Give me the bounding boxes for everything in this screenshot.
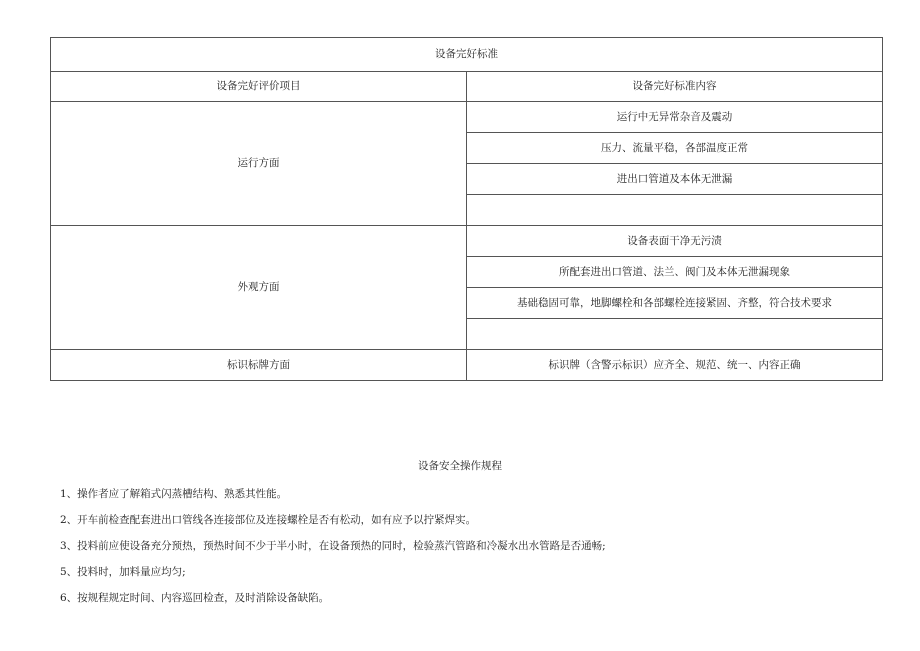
standard-cell: 运行中无异常杂音及震动 xyxy=(467,102,883,133)
category-signage: 标识标牌方面 xyxy=(51,350,467,381)
table-header-row xyxy=(51,72,883,102)
category-operation: 运行方面 xyxy=(51,102,467,226)
standard-cell-empty xyxy=(467,195,883,226)
standard-cell: 压力、流量平稳，各部温度正常 xyxy=(467,133,883,164)
standard-cell: 进出口管道及本体无泄漏 xyxy=(467,164,883,195)
procedure-title: 设备安全操作规程 xyxy=(418,460,502,472)
procedure-item: 1、操作者应了解箱式闪蒸槽结构、熟悉其性能。 xyxy=(60,488,288,500)
header-content: 设备完好标准内容 xyxy=(467,72,883,102)
standard-cell-empty xyxy=(467,319,883,350)
table-title-row xyxy=(51,38,883,72)
table-row xyxy=(51,226,883,257)
procedure-item: 5、投料时，加料量应均匀; xyxy=(60,566,186,578)
procedure-item: 6、按规程规定时间、内容巡回检查，及时消除设备缺陷。 xyxy=(60,592,330,604)
procedure-item: 2、开车前检查配套进出口管线各连接部位及连接螺栓是否有松动，如有应予以拧紧焊实。 xyxy=(60,514,477,526)
standard-cell: 标识牌（含警示标识）应齐全、规范、统一、内容正确 xyxy=(467,350,883,381)
category-appearance: 外观方面 xyxy=(51,226,467,350)
standard-cell: 所配套进出口管道、法兰、阀门及本体无泄漏现象 xyxy=(467,257,883,288)
table-row xyxy=(51,102,883,133)
table-title: 设备完好标准 xyxy=(51,38,883,72)
header-item: 设备完好评价项目 xyxy=(51,72,467,102)
procedure-item: 3、投料前应使设备充分预热，预热时间不少于半小时，在设备预热的同时，检验蒸汽管路和冷凝水出水管路是否通畅; xyxy=(60,540,606,552)
table-row xyxy=(51,350,883,381)
standard-cell: 基础稳固可靠，地脚螺栓和各部螺栓连接紧固、齐整，符合技术要求 xyxy=(467,288,883,319)
equipment-standard-table xyxy=(50,37,883,381)
standard-cell: 设备表面干净无污渍 xyxy=(467,226,883,257)
